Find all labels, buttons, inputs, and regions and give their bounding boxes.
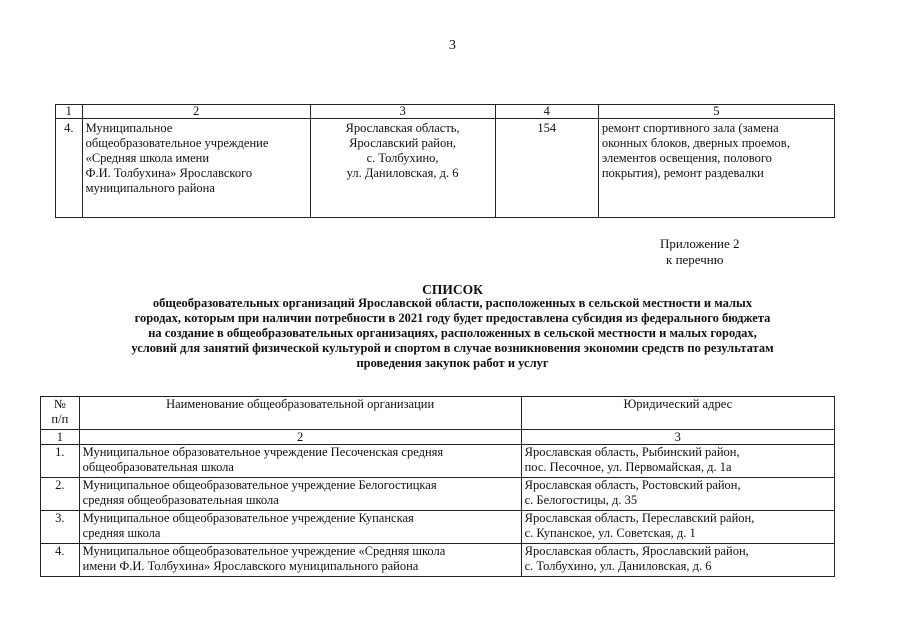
list-header-row	[41, 397, 835, 430]
address-line: с. Толбухино, ул. Даниловская, д. 6	[524, 559, 712, 573]
name-line: средняя школа	[82, 526, 161, 540]
organization-name	[79, 544, 521, 577]
header-address: Юридический адрес	[521, 397, 834, 430]
table-row	[41, 445, 835, 478]
header-number-line: №	[53, 397, 66, 411]
header-number	[41, 397, 80, 430]
top-col-3-header: 3	[310, 105, 495, 119]
row-number: 1.	[41, 445, 80, 478]
column-number: 3	[521, 430, 834, 445]
organization-address	[310, 119, 495, 218]
list-title: СПИСОК	[422, 282, 483, 297]
work-line: покрытия), ремонт раздевалки	[601, 166, 764, 180]
name-line: Муниципальное общеобразовательное учреждение «Средняя школа	[82, 544, 446, 558]
organization-address	[521, 511, 834, 544]
address-line: Ярославская область, Ростовский район,	[524, 478, 741, 492]
table-row	[41, 544, 835, 577]
name-line: Ф.И. Толбухина» Ярославского	[85, 166, 253, 180]
column-number: 1	[41, 430, 80, 445]
organization-address	[521, 544, 834, 577]
top-table-header-row	[56, 105, 835, 119]
table-row	[41, 511, 835, 544]
subtitle-line: условий для занятий физической культурой и спортом в случае возникновения экономии средств по результатам	[131, 341, 774, 355]
page-number: 3	[449, 38, 456, 53]
address-line: Ярославская область, Ярославский район,	[524, 544, 749, 558]
list-column-numbers-row	[41, 430, 835, 445]
address-line: Ярославский район,	[349, 136, 457, 150]
header-name: Наименование общеобразовательной организации	[79, 397, 521, 430]
name-line: средняя общеобразовательная школа	[82, 493, 279, 507]
name-line: Муниципальное общеобразовательное учреждение Купанская	[82, 511, 414, 525]
top-col-5-header: 5	[598, 105, 834, 119]
row-number: 3.	[41, 511, 80, 544]
organization-address	[521, 478, 834, 511]
address-line: с. Купанское, ул. Советская, д. 1	[524, 526, 696, 540]
organization-name	[79, 511, 521, 544]
name-line: общеобразовательная школа	[82, 460, 234, 474]
appendix-line-1: Приложение 2	[660, 236, 740, 251]
row-number: 4.	[41, 544, 80, 577]
address-line: с. Белогостицы, д. 35	[524, 493, 638, 507]
work-line: оконных блоков, дверных проемов,	[601, 136, 790, 150]
address-line: Ярославская область, Рыбинский район,	[524, 445, 740, 459]
list-subtitle	[40, 296, 865, 371]
subtitle-line: проведения закупок работ и услуг	[356, 356, 549, 370]
name-line: «Средняя школа имени	[85, 151, 210, 165]
address-line: Ярославская область, Переславский район,	[524, 511, 755, 525]
name-line: общеобразовательное учреждение	[85, 136, 269, 150]
work-line: ремонт спортивного зала (замена	[601, 121, 779, 135]
top-col-4-header: 4	[495, 105, 598, 119]
top-col-2-header: 2	[82, 105, 310, 119]
name-line: Муниципальное образовательное учреждение Песоченская средняя	[82, 445, 444, 459]
top-table	[55, 104, 835, 218]
column-number: 2	[79, 430, 521, 445]
address-line: пос. Песочное, ул. Первомайская, д. 1а	[524, 460, 732, 474]
subtitle-line: общеобразовательных организаций Ярославской области, расположенных в сельской местности и малых	[152, 296, 753, 310]
work-description	[598, 119, 834, 218]
organization-name	[79, 445, 521, 478]
address-line: Ярославская область,	[345, 121, 460, 135]
name-line: имени Ф.И. Толбухина» Ярославского муниципального района	[82, 559, 419, 573]
address-line: с. Толбухино,	[366, 151, 439, 165]
name-line: Муниципальное	[85, 121, 173, 135]
row-number: 4.	[56, 119, 83, 218]
name-line: муниципального района	[85, 181, 215, 195]
subtitle-line: на создание в общеобразовательных организациях, расположенных в сельской местности и малых городах,	[148, 326, 757, 340]
top-col-1-header: 1	[56, 105, 83, 119]
organization-name	[79, 478, 521, 511]
table-row	[41, 478, 835, 511]
amount-cell: 154	[495, 119, 598, 218]
subtitle-line: городах, которым при наличии потребности в 2021 году будет предоставлена субсидия из федерального бюджета	[134, 311, 771, 325]
organizations-table	[40, 396, 835, 577]
row-number: 2.	[41, 478, 80, 511]
work-line: элементов освещения, полового	[601, 151, 772, 165]
organization-name	[82, 119, 310, 218]
organization-address	[521, 445, 834, 478]
header-number-line: п/п	[51, 412, 69, 426]
table-row	[56, 119, 835, 218]
address-line: ул. Даниловская, д. 6	[346, 166, 459, 180]
appendix-line-2: к перечню	[666, 252, 724, 267]
appendix-note	[660, 236, 740, 268]
name-line: Муниципальное общеобразовательное учреждение Белогостицкая	[82, 478, 437, 492]
